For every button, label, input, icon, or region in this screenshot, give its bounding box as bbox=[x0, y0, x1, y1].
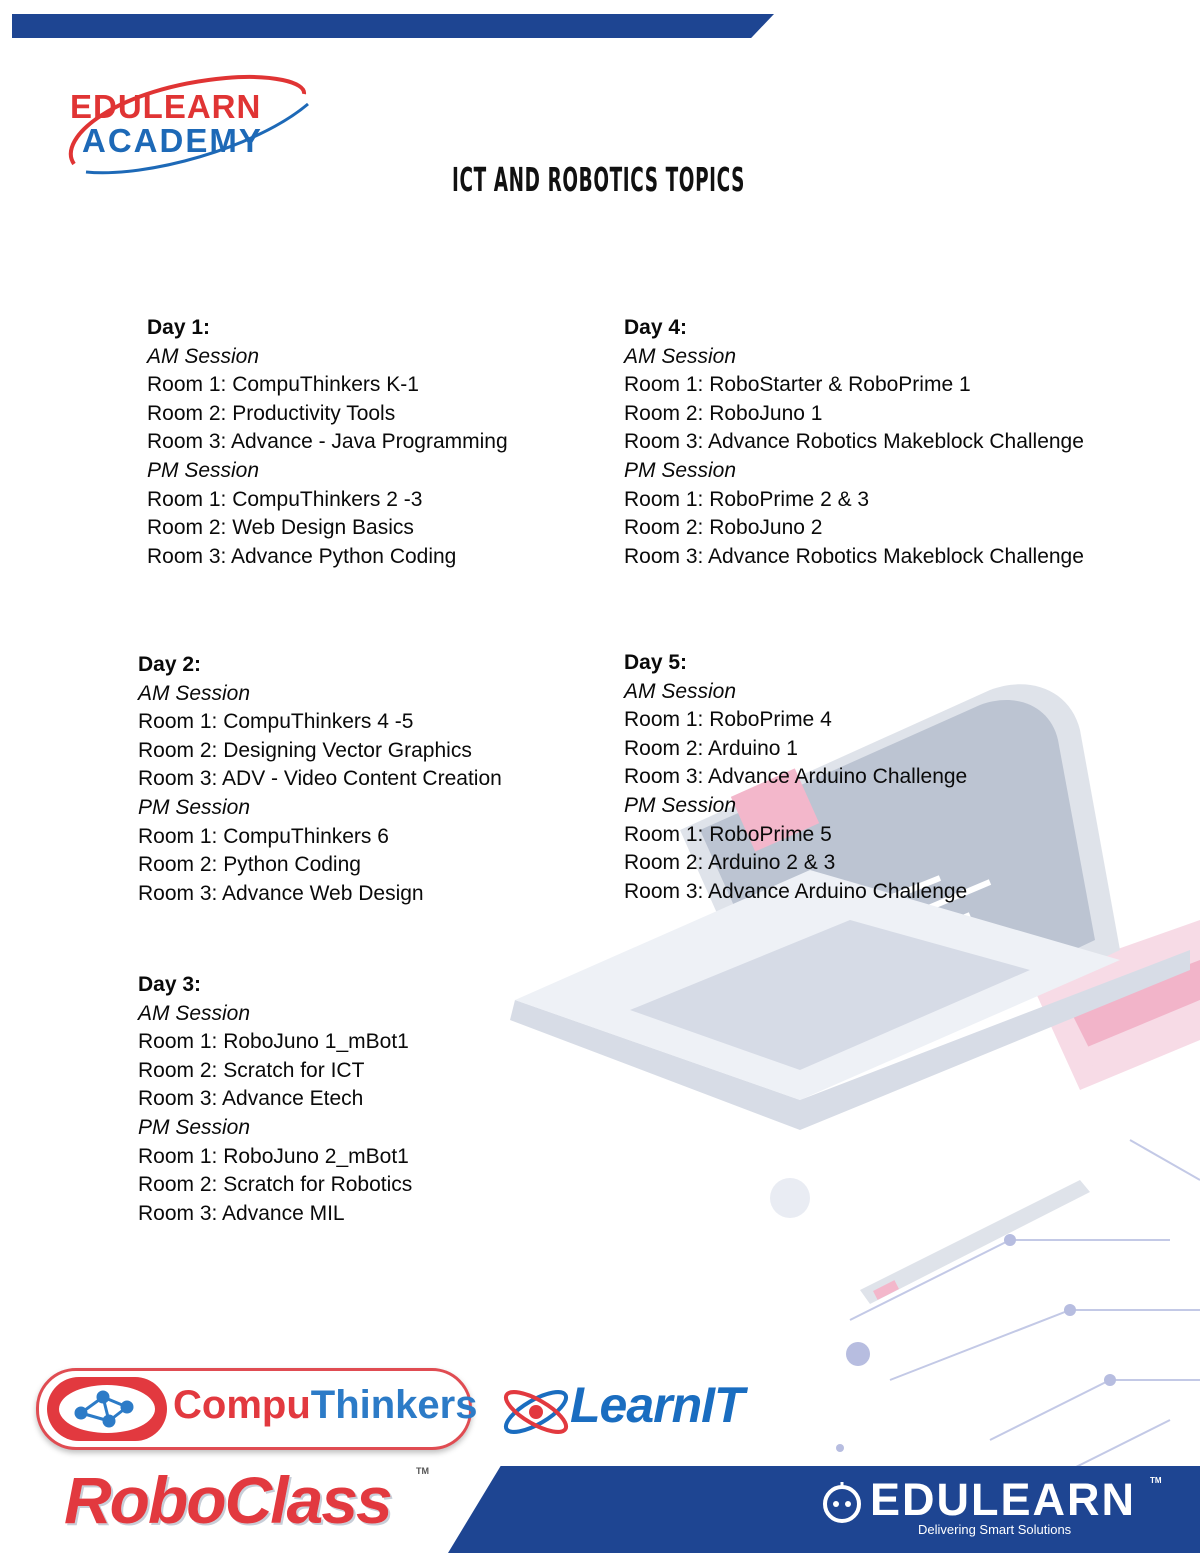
pm-session-label: PM Session bbox=[138, 1115, 251, 1139]
day-heading: Day 3: bbox=[138, 973, 202, 996]
pm-session-label: PM Session bbox=[624, 793, 737, 817]
roboclass-wordmark: RoboClass bbox=[64, 1463, 391, 1537]
room-item: Room 3: Advance Etech bbox=[138, 1087, 364, 1111]
am-session-label: AM Session bbox=[624, 344, 737, 368]
room-item: Room 3: Advance Python Coding bbox=[147, 544, 457, 568]
day-3-block bbox=[138, 971, 412, 1228]
room-item: Room 2: RoboJuno 2 bbox=[624, 516, 823, 540]
network-cloud-icon bbox=[47, 1377, 167, 1441]
pm-session-label: PM Session bbox=[624, 458, 737, 482]
room-item: Room 2: Scratch for Robotics bbox=[138, 1173, 413, 1197]
roboclass-logo bbox=[64, 1462, 429, 1538]
am-session-label: AM Session bbox=[624, 679, 737, 703]
room-item: Room 2: Productivity Tools bbox=[147, 401, 396, 425]
room-item: Room 2: Scratch for ICT bbox=[138, 1058, 365, 1082]
computhinkers-wordmark: CompuThinkers bbox=[173, 1383, 478, 1427]
day-heading: Day 4: bbox=[624, 316, 688, 339]
room-item: Room 3: Advance Arduino Challenge bbox=[624, 879, 968, 903]
edulearn-wordmark: EDULEARN bbox=[870, 1474, 1137, 1525]
learnit-logo bbox=[496, 1370, 766, 1450]
room-item: Room 1: CompuThinkers 2 -3 bbox=[147, 487, 423, 511]
roboclass-trademark: TM bbox=[416, 1466, 429, 1476]
logo-line-academy: ACADEMY bbox=[82, 122, 263, 159]
room-item: Room 3: Advance Web Design bbox=[138, 881, 424, 905]
room-item: Room 2: Web Design Basics bbox=[147, 516, 414, 540]
day-heading: Day 2: bbox=[138, 653, 202, 676]
room-item: Room 3: Advance MIL bbox=[138, 1201, 345, 1225]
room-item: Room 2: RoboJuno 1 bbox=[624, 401, 823, 425]
room-item: Room 1: CompuThinkers K-1 bbox=[147, 373, 419, 397]
day-1-block bbox=[147, 314, 508, 571]
room-item: Room 1: RoboPrime 5 bbox=[624, 822, 832, 846]
edulearn-tagline: Delivering Smart Solutions bbox=[918, 1522, 1072, 1537]
pm-session-label: PM Session bbox=[147, 458, 260, 482]
day-4-block bbox=[624, 314, 1084, 571]
top-accent-bar bbox=[12, 14, 774, 38]
room-item: Room 3: Advance Robotics Makeblock Challenge bbox=[624, 544, 1084, 568]
edulearn-trademark: TM bbox=[1150, 1476, 1162, 1485]
room-item: Room 1: RoboJuno 2_mBot1 bbox=[138, 1144, 409, 1168]
room-item: Room 1: RoboJuno 1_mBot1 bbox=[138, 1030, 409, 1054]
pm-session-label: PM Session bbox=[138, 795, 251, 819]
room-item: Room 1: CompuThinkers 6 bbox=[138, 824, 389, 848]
room-item: Room 2: Arduino 2 & 3 bbox=[624, 851, 836, 875]
room-item: Room 1: CompuThinkers 4 -5 bbox=[138, 710, 414, 734]
day-heading: Day 5: bbox=[624, 651, 688, 674]
am-session-label: AM Session bbox=[147, 344, 260, 368]
page-title: ICT AND ROBOTICS TOPICS bbox=[452, 160, 746, 199]
learnit-wordmark: LearnIT bbox=[570, 1377, 744, 1433]
day-5-block bbox=[624, 649, 967, 906]
logo-line-edulearn: EDULEARN bbox=[70, 88, 262, 125]
robot-head-icon bbox=[820, 1480, 864, 1524]
room-item: Room 1: RoboPrime 4 bbox=[624, 708, 832, 732]
edulearn-academy-logo bbox=[56, 68, 316, 178]
am-session-label: AM Session bbox=[138, 1001, 251, 1025]
room-item: Room 3: Advance Robotics Makeblock Challenge bbox=[624, 430, 1084, 454]
room-item: Room 1: RoboPrime 2 & 3 bbox=[624, 487, 870, 511]
day-2-block bbox=[138, 651, 502, 908]
room-item: Room 2: Designing Vector Graphics bbox=[138, 738, 472, 762]
room-item: Room 2: Arduino 1 bbox=[624, 736, 798, 760]
room-item: Room 3: Advance Arduino Challenge bbox=[624, 765, 968, 789]
room-item: Room 3: Advance - Java Programming bbox=[147, 430, 508, 454]
am-session-label: AM Session bbox=[138, 681, 251, 705]
room-item: Room 1: RoboStarter & RoboPrime 1 bbox=[624, 373, 971, 397]
computhinkers-logo bbox=[36, 1368, 478, 1450]
atom-icon bbox=[496, 1370, 576, 1450]
room-item: Room 3: ADV - Video Content Creation bbox=[138, 767, 502, 791]
day-heading: Day 1: bbox=[147, 316, 211, 339]
room-item: Room 2: Python Coding bbox=[138, 853, 361, 877]
